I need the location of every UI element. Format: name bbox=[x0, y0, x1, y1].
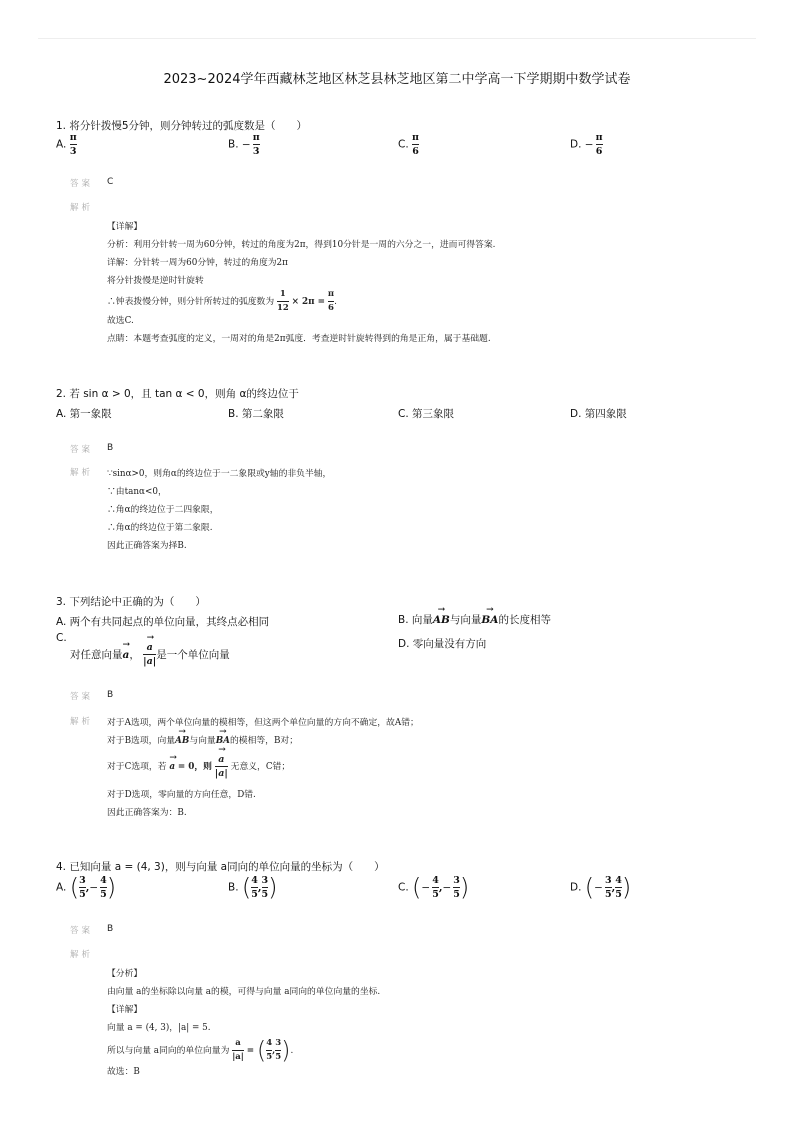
q1-option-d[interactable]: D. − $\frac{\pi}{6}$ bbox=[570, 132, 603, 157]
q4-sol-line: 向量 a = (4, 3)，|a| = 5. bbox=[107, 1023, 211, 1033]
unit-vector-fraction: → $\frac{a}{|a|}$ bbox=[143, 642, 156, 667]
q4-sol-line: 由向量 a的坐标除以向量 a的模，可得与向量 a同向的单位向量的坐标. bbox=[107, 987, 381, 997]
q2-option-a[interactable]: A. 第一象限 bbox=[56, 408, 112, 420]
q3-sol-line: 对于D选项，零向量的方向任意，D错. bbox=[107, 790, 256, 800]
q1-sol-result-fraction: $\frac{\pi}{6}$ bbox=[327, 289, 335, 313]
q4-option-b[interactable]: B. ( $\frac{4}{5}$ , $\frac{3}{5}$ ) bbox=[228, 873, 278, 902]
q2-option-d[interactable]: D. 第四象限 bbox=[570, 408, 627, 420]
q4-sol-line: 所以与向量 a同向的单位向量为 $\frac{a}{|a|}$ = ( $\frac{4}{5}$ , $\frac{3}{5}$ ). bbox=[107, 1036, 294, 1065]
q4-option-d[interactable]: D. (− $\frac{3}{5}$ , $\frac{4}{5}$ ) bbox=[570, 873, 632, 902]
q1-sol-line: 分析：利用分针转一周为60分钟，转过的角度为2π，得到10分针是一周的六分之一，进而可得答案. bbox=[107, 240, 496, 250]
q3-option-c[interactable]: C. 对任意向量→ a， → $\frac{a}{|a|}$ 是一个单位向量 bbox=[56, 632, 230, 657]
q1-sol-line: 故选C. bbox=[107, 316, 134, 326]
q1-sol-fraction: $\frac{1}{12}$ bbox=[276, 289, 289, 313]
q1-sol-line: 详解：分针转一周为60分钟，转过的角度为2π bbox=[107, 258, 288, 268]
q2-sol-line: ∴角α的终边位于二四象限， bbox=[107, 505, 219, 515]
q1-sol-line: 将分针拨慢是逆时针旋转 bbox=[107, 276, 204, 286]
q4-analysis-label: 解析 bbox=[70, 950, 94, 960]
q3-sol-line: 对于A选项，两个单位向量的模相等，但这两个单位向量的方向不确定，故A错； bbox=[107, 718, 419, 728]
q1-stem: 1. 将分针拨慢5分钟，则分钟转过的弧度数是（ ） bbox=[56, 120, 308, 132]
q4-sol-line: 【分析】 bbox=[107, 969, 143, 979]
q3-option-b[interactable]: B. 向量→ AB与向量→ BA的长度相等 bbox=[398, 612, 551, 627]
q3-option-d[interactable]: D. 零向量没有方向 bbox=[398, 638, 487, 650]
q3-sol-line: 因此正确答案为：B. bbox=[107, 808, 187, 818]
q2-sol-line: 因此正确答案为择B. bbox=[107, 541, 187, 551]
q1-option-c[interactable]: C. $\frac{\pi}{6}$ bbox=[398, 132, 419, 157]
q1-b-fraction: $\frac{\pi}{3}$ bbox=[252, 132, 260, 157]
vector-ab: → AB bbox=[433, 614, 450, 626]
q4-sol-line: 【详解】 bbox=[107, 1005, 143, 1015]
q4-answer: B bbox=[107, 924, 114, 934]
q3-analysis-label: 解析 bbox=[70, 717, 94, 727]
q1-sol-line: 点睛：本题考查弧度的定义，一周对的角是2π弧度．考查逆时针旋转得到的角是正角，属于基础题. bbox=[107, 334, 491, 344]
q2-sol-line: ∵sinα>0，则角α的终边位于一二象限或y轴的非负半轴， bbox=[107, 469, 332, 479]
q2-analysis-label: 解析 bbox=[70, 468, 94, 478]
q4-answer-label: 答案 bbox=[70, 926, 94, 936]
q1-answer: C bbox=[107, 177, 114, 187]
q1-sol-line: 【详解】 bbox=[107, 222, 143, 232]
q1-option-a[interactable]: A. $\frac{\pi}{3}$ bbox=[56, 132, 77, 157]
vector-ba: → BA bbox=[481, 614, 498, 626]
q1-sol-line: ∴钟表拨慢分钟，则分针所转过的弧度数为 $\frac{1}{12}$ × 2π = $\frac{\pi}{6}$ . bbox=[107, 289, 337, 313]
q1-d-fraction: $\frac{\pi}{6}$ bbox=[595, 132, 603, 157]
vector-a: → a bbox=[123, 649, 130, 661]
q2-sol-line: ∵由tanα<0， bbox=[107, 487, 167, 497]
q1-c-fraction: $\frac{\pi}{6}$ bbox=[412, 132, 419, 157]
top-divider bbox=[38, 38, 756, 39]
q3-option-a[interactable]: A. 两个有共同起点的单位向量，其终点必相同 bbox=[56, 616, 270, 628]
q1-option-b[interactable]: B. − $\frac{\pi}{3}$ bbox=[228, 132, 260, 157]
q3-sol-line: 对于C选项，若 → a = 0，则 → $\frac{a}{|a|}$ 无意义，C错； bbox=[107, 754, 290, 779]
page-title: 2023~2024学年西藏林芝地区林芝县林芝地区第二中学高一下学期期中数学试卷 bbox=[163, 72, 631, 87]
q3-sol-fraction: → $\frac{a}{|a|}$ bbox=[215, 754, 228, 779]
q4-option-c[interactable]: C. (− $\frac{4}{5}$ ,− $\frac{3}{5}$ ) bbox=[398, 873, 470, 902]
q4-sol-line: 故选：B bbox=[107, 1067, 140, 1077]
q2-answer-label: 答案 bbox=[70, 445, 94, 455]
q1-a-fraction: $\frac{\pi}{3}$ bbox=[69, 132, 77, 157]
q2-stem: 2. 若 sin α > 0，且 tan α < 0，则角 α的终边位于 bbox=[56, 388, 299, 400]
q2-sol-line: ∴角α的终边位于第二象限. bbox=[107, 523, 213, 533]
q3-answer: B bbox=[107, 690, 114, 700]
q2-option-b[interactable]: B. 第二象限 bbox=[228, 408, 284, 420]
q3-answer-label: 答案 bbox=[70, 692, 94, 702]
q2-option-c[interactable]: C. 第三象限 bbox=[398, 408, 455, 420]
q1-analysis-label: 解析 bbox=[70, 203, 94, 213]
q2-answer: B bbox=[107, 443, 114, 453]
q3-sol-line: 对于B选项，向量→ AB与向量→ BA的模相等，B对； bbox=[107, 733, 298, 746]
q3-stem: 3. 下列结论中正确的为（ ） bbox=[56, 596, 206, 608]
q1-answer-label: 答案 bbox=[70, 179, 94, 189]
q4-option-a[interactable]: A. ( $\frac{3}{5}$ ,− $\frac{4}{5}$ ) bbox=[56, 873, 117, 902]
q4-stem: 4. 已知向量 a = (4, 3)，则与向量 a同向的单位向量的坐标为（ ） bbox=[56, 861, 385, 873]
